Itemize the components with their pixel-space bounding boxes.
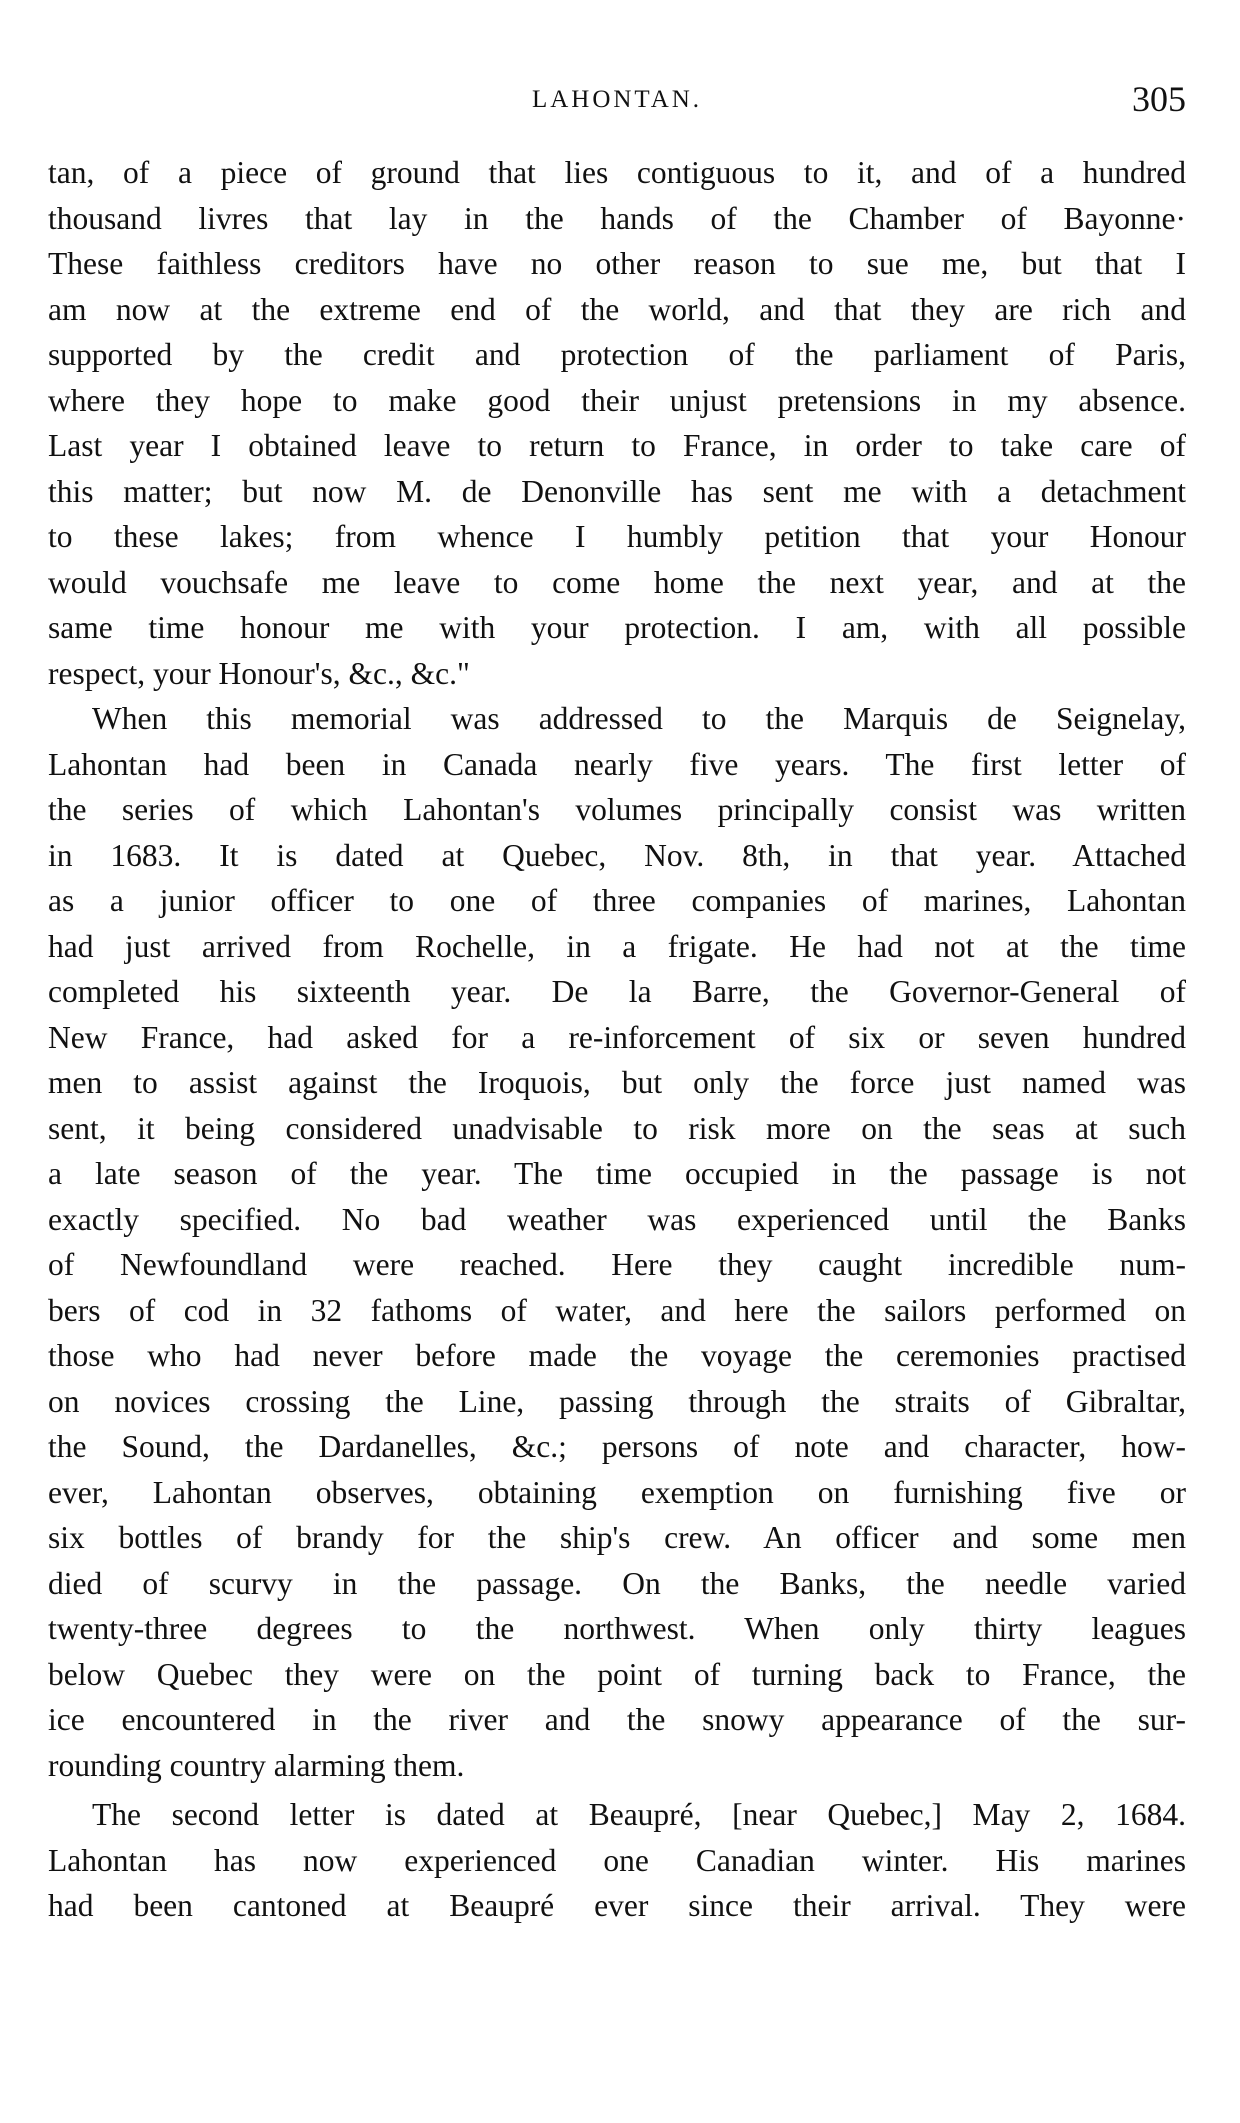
- text-line: to these lakes; from whence I humbly petition that your Honour: [48, 519, 1186, 554]
- text-line: where they hope to make good their unjust pretensions in my absence.: [48, 382, 1186, 418]
- text-line: in 1683. It is dated at Quebec, Nov. 8th, in that year. Attached: [48, 837, 1186, 873]
- text-line: sent, it being considered unadvisable to risk more on the seas at such: [48, 1110, 1186, 1146]
- text-line: would vouchsafe me leave to come home the next year, and at the: [48, 564, 1186, 600]
- text-line: completed his sixteenth year. De la Barre, the Governor-General of: [48, 974, 1186, 1009]
- text-line: The second letter is dated at Beaupré, [near Quebec,] May 2, 1684.: [92, 1797, 1186, 1832]
- paragraph-2: [48, 696, 1186, 1788]
- text-line: Lahontan has now experienced one Canadian winter. His marines: [48, 1842, 1186, 1878]
- text-line: respect, your Honour's, &c., &c.": [48, 655, 470, 691]
- text-line: twenty-three degrees to the northwest. When only thirty leagues: [48, 1611, 1186, 1646]
- text-line: rounding country alarming them.: [48, 1747, 465, 1783]
- paragraph-1: [48, 150, 1186, 696]
- text-line: exactly specified. No bad weather was experienced until the Banks: [48, 1201, 1186, 1237]
- text-line: on novices crossing the Line, passing through the straits of Gibraltar,: [48, 1383, 1186, 1419]
- text-line: Lahontan had been in Canada nearly five years. The first letter of: [48, 746, 1186, 782]
- text-line: thousand livres that lay in the hands of the Chamber of Bayonne·: [48, 200, 1186, 236]
- text-line: of Newfoundland were reached. Here they caught incredible num-: [48, 1247, 1186, 1282]
- text-line: men to assist against the Iroquois, but only the force just named was: [48, 1065, 1186, 1100]
- text-line: When this memorial was addressed to the Marquis de Seignelay,: [92, 701, 1186, 736]
- text-line: this matter; but now M. de Denonville has sent me with a detachment: [48, 473, 1186, 509]
- text-line: below Quebec they were on the point of turning back to France, the: [48, 1656, 1186, 1692]
- text-line: supported by the credit and protection of the parliament of Paris,: [48, 337, 1186, 372]
- text-line: New France, had asked for a re-inforcement of six or seven hundred: [48, 1019, 1186, 1055]
- text-line: Last year I obtained leave to return to France, in order to take care of: [48, 428, 1186, 463]
- text-line: ever, Lahontan observes, obtaining exemption on furnishing five or: [48, 1474, 1186, 1510]
- text-line: six bottles of brandy for the ship's crew. An officer and some men: [48, 1520, 1186, 1555]
- running-head: [48, 78, 1186, 122]
- text-line: a late season of the year. The time occupied in the passage is not: [48, 1156, 1186, 1191]
- text-line: as a junior officer to one of three companies of marines, Lahontan: [48, 883, 1186, 918]
- text-line: had just arrived from Rochelle, in a frigate. He had not at the time: [48, 928, 1186, 964]
- text-line: the series of which Lahontan's volumes principally consist was written: [48, 792, 1186, 827]
- text-line: same time honour me with your protection. I am, with all possible: [48, 610, 1186, 645]
- page-number: 305: [1132, 79, 1186, 119]
- text-line: those who had never before made the voyage the ceremonies practised: [48, 1338, 1186, 1373]
- text-line: had been cantoned at Beaupré ever since their arrival. They were: [48, 1888, 1186, 1923]
- text-line: tan, of a piece of ground that lies contiguous to it, and of a hundred: [48, 155, 1186, 190]
- text-line: These faithless creditors have no other reason to sue me, but that I: [48, 246, 1186, 281]
- text-line: am now at the extreme end of the world, and that they are rich and: [48, 291, 1186, 327]
- text-line: died of scurvy in the passage. On the Banks, the needle varied: [48, 1565, 1186, 1601]
- running-title: LAHONTAN.: [531, 86, 703, 113]
- text-line: ice encountered in the river and the snowy appearance of the sur-: [48, 1702, 1186, 1737]
- body-text: [48, 150, 1186, 1929]
- paragraph-3: [48, 1792, 1186, 1929]
- text-line: the Sound, the Dardanelles, &c.; persons of note and character, how-: [48, 1429, 1186, 1464]
- text-line: bers of cod in 32 fathoms of water, and here the sailors performed on: [48, 1292, 1186, 1328]
